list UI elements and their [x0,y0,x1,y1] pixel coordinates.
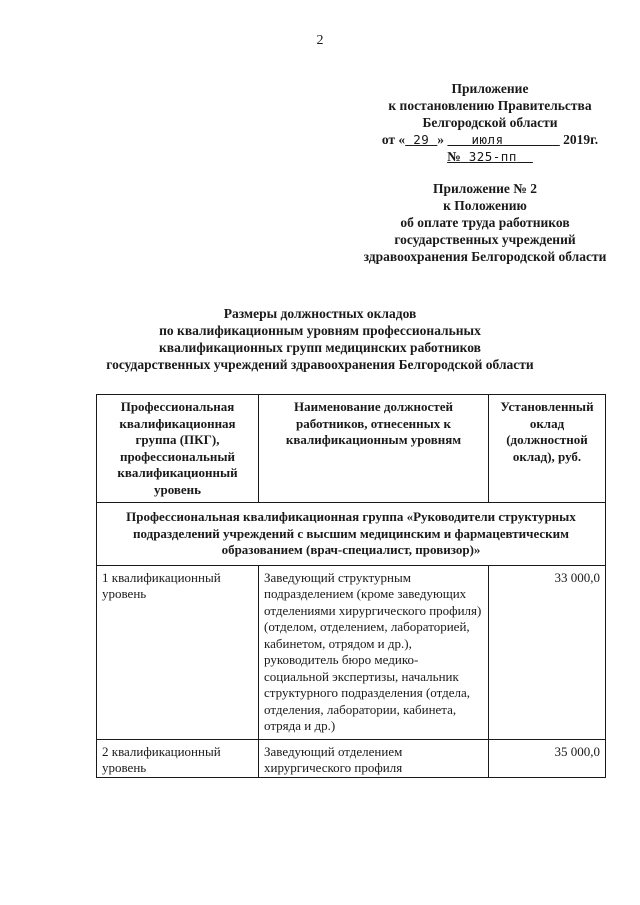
salary-cell: 33 000,0 [489,565,606,739]
title-line1: Размеры должностных окладов [223,306,417,321]
title-line3: квалификационных групп медицинских работников [159,340,481,355]
date-mid: » [437,132,445,147]
date-prefix: от « [381,132,406,147]
appendix-2-line4: государственных учреждений [394,232,576,247]
title-line2: по квалификационным уровням профессиональных [159,323,481,338]
positions-cell: Заведующий отделением хирургического профиля [259,739,489,777]
appendix-1-date [340,131,640,148]
table-row [97,739,606,777]
table-header-row [97,395,606,503]
appendix-2-line5: здравоохранения Белгородской области [363,249,607,264]
appendix-1-number [340,148,640,165]
appendix-2-line3: об оплате труда работников [400,215,570,230]
appendix-1-line2: к постановлению Правительства [388,98,592,113]
appendix-1-header [340,80,640,165]
group-row [97,503,606,566]
header-pkg: Профессиональная квалификационная группа (ПКГ), профессиональный квалификационный уровень [97,395,259,503]
level-cell: 2 квалификационный уровень [97,739,259,777]
salary-table [96,394,606,778]
number-value: 325-пп [468,149,517,164]
positions-cell: Заведующий структурным подразделением (кроме заведующих отделениями хирургического профиля) (отделом, отделением, лабораторией, кабинетом, отрядом и др.), руководитель бюро медико-социальной экспертизы, начальник структурного подразделения (отдела, отделения, лаборатории, кабинета, отряда и др.) [259,565,489,739]
number-prefix: № [447,149,461,164]
appendix-1-line3: Белгородской области [422,115,558,130]
group-title: Профессиональная квалификационная группа «Руководители структурных подразделений учреждений с высшим медицинским и фармацевтическим образованием (врач-специалист, провизор)» [97,503,606,566]
title-line4: государственных учреждений здравоохранения Белгородской области [106,357,534,372]
appendix-2-header [330,180,640,265]
level-cell: 1 квалификационный уровень [97,565,259,739]
date-year: 2019г. [563,132,599,147]
appendix-1-line1: Приложение [451,81,529,96]
date-month: июля [471,132,504,147]
date-day: 29 [413,132,430,147]
appendix-2-line1: Приложение № 2 [433,181,537,196]
appendix-2-line2: к Положению [443,198,527,213]
salary-cell: 35 000,0 [489,739,606,777]
document-title [90,305,550,373]
page-number: 2 [316,33,324,48]
table-row [97,565,606,739]
header-salary: Установленный оклад (должностной оклад), руб. [489,395,606,503]
header-positions: Наименование должностей работников, отнесенных к квалификационным уровням [259,395,489,503]
